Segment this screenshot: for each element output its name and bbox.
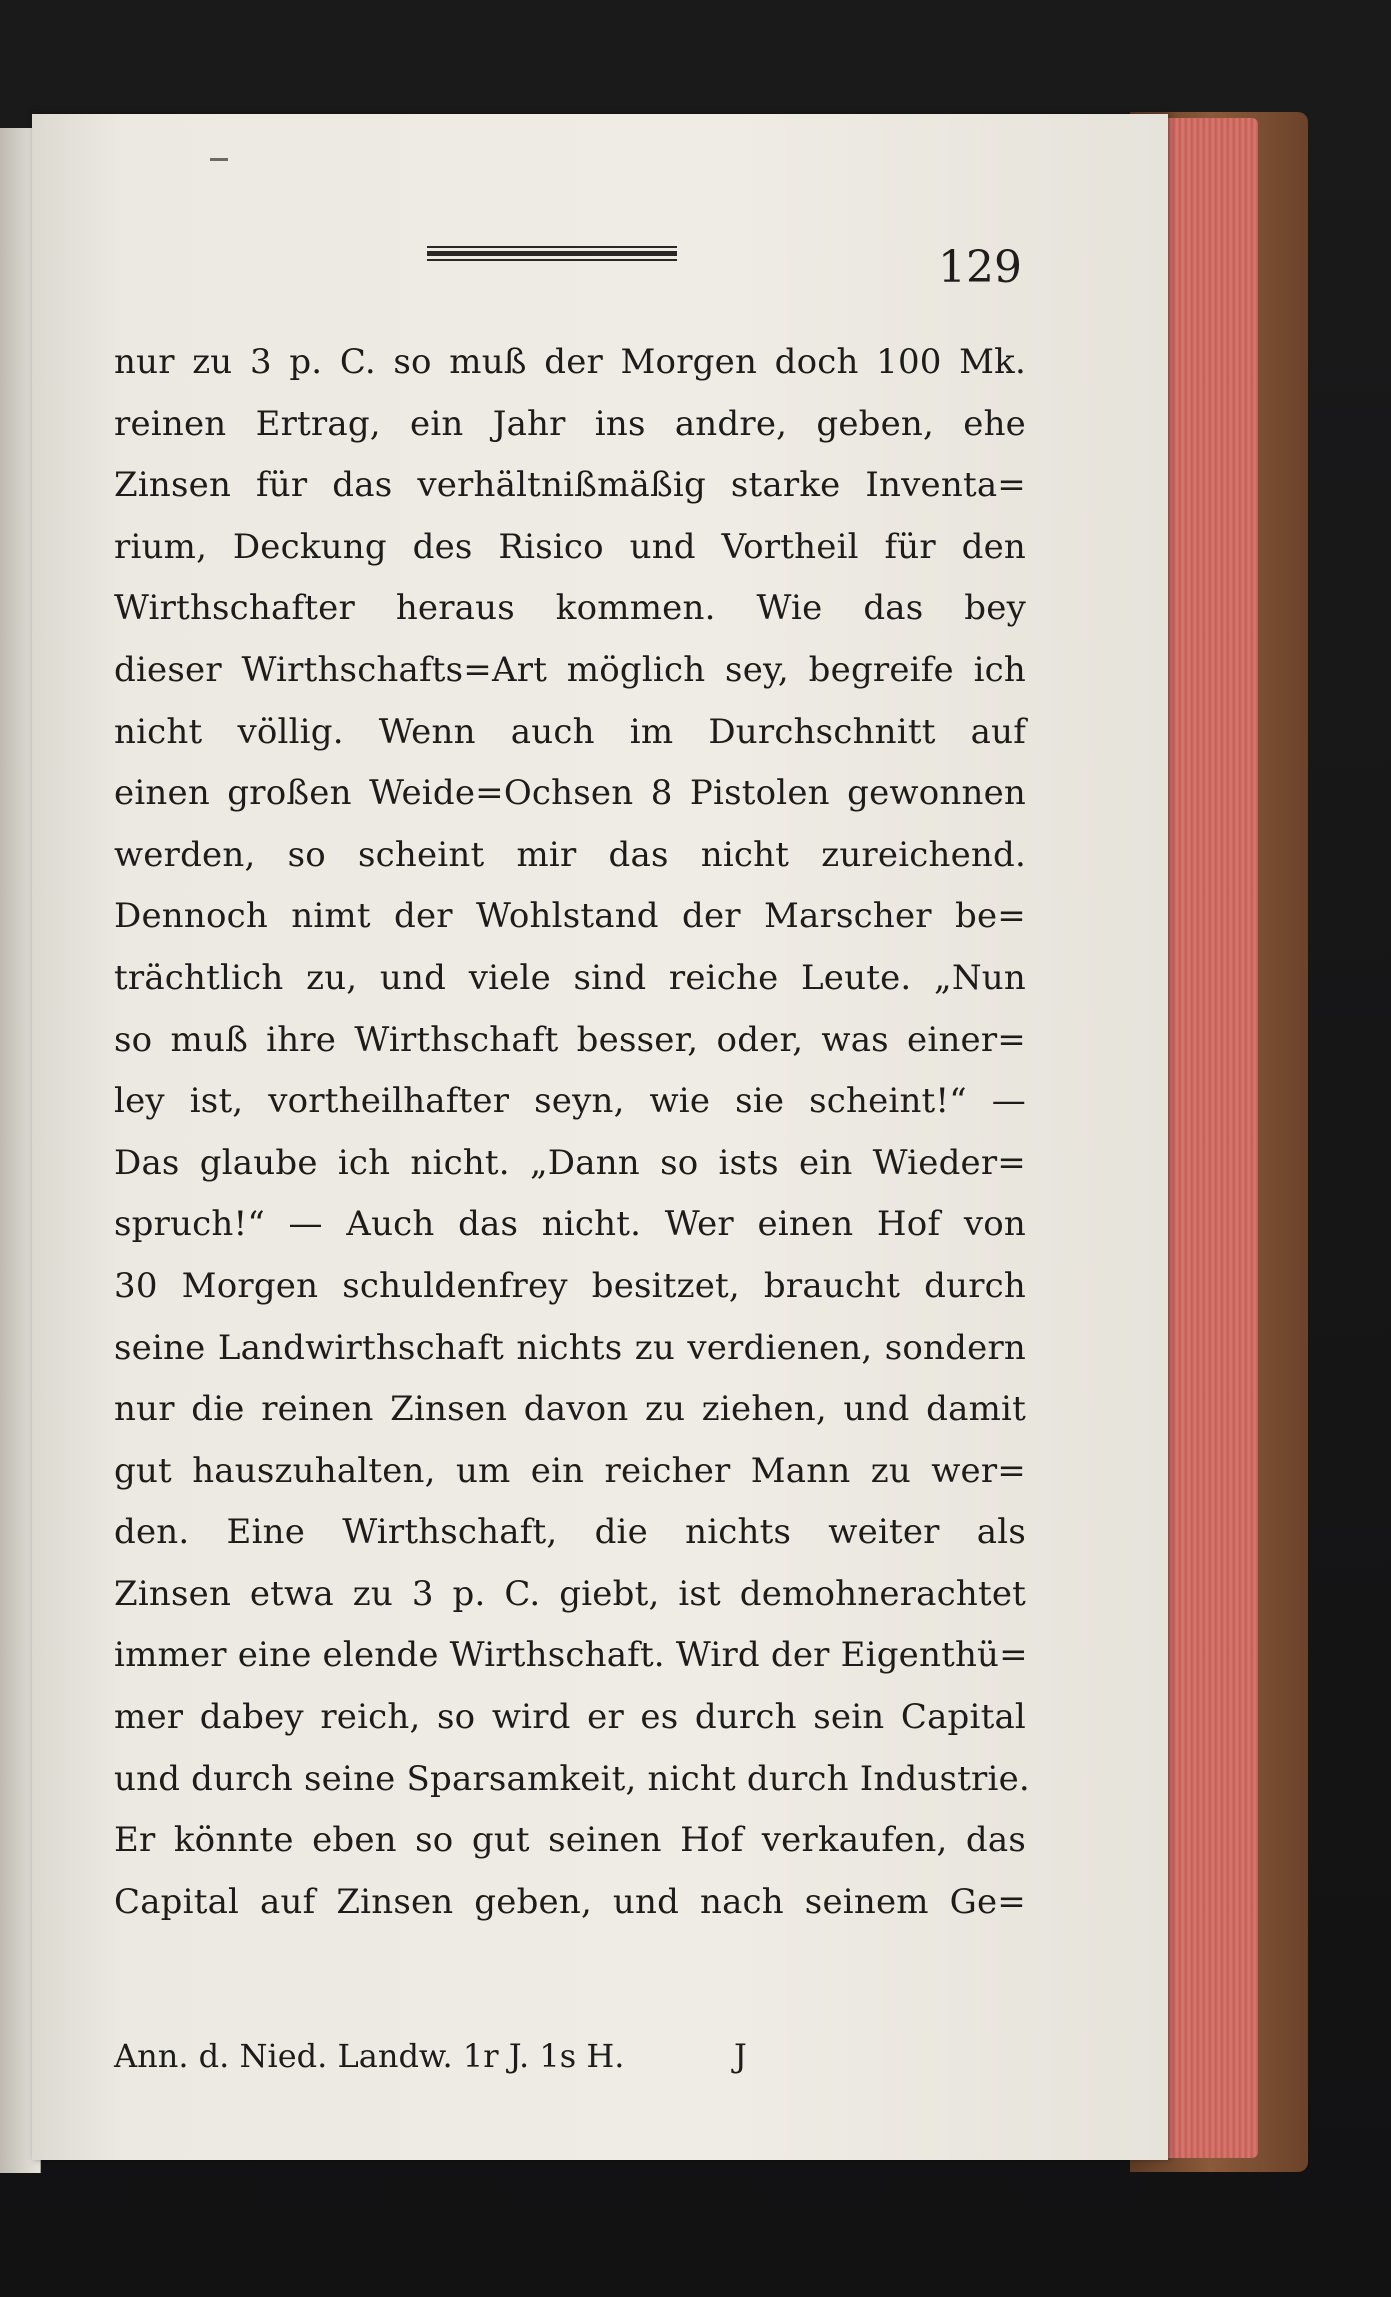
text-line: nicht völlig. Wenn auch im Durchschnitt auf — [114, 711, 1026, 752]
body-text — [114, 332, 1030, 1933]
text-line: ley ist, vortheilhafter seyn, wie sie scheint!“ — — [114, 1081, 1026, 1122]
text-line: nur die reinen Zinsen davon zu ziehen, und damit — [114, 1389, 1026, 1430]
header-ornament — [427, 246, 677, 262]
text-line: Wirthschafter heraus kommen. Wie das bey — [114, 588, 1026, 629]
text-line: rium, Deckung des Risico und Vortheil für den — [114, 526, 1026, 567]
signature-line: Ann. d. Nied. Landw. 1r J. 1s H. — [114, 2037, 625, 2075]
page-number: 129 — [938, 242, 1022, 293]
text-line: dieser Wirthschafts=Art möglich sey, begreife ich — [114, 649, 1026, 690]
text-line: Er könnte eben so gut seinen Hof verkaufen, das — [114, 1820, 1026, 1861]
text-line: reinen Ertrag, ein Jahr ins andre, geben, ehe — [114, 403, 1026, 444]
stray-mark — [210, 158, 228, 161]
book-page — [32, 114, 1168, 2160]
text-line: Zinsen etwa zu 3 p. C. giebt, ist demohnerachtet — [114, 1573, 1026, 1614]
text-line: gut hauszuhalten, um ein reicher Mann zu wer= — [114, 1450, 1026, 1491]
text-line: Das glaube ich nicht. „Dann so ists ein Wieder= — [114, 1142, 1026, 1183]
text-line: Dennoch nimt der Wohlstand der Marscher be= — [114, 896, 1026, 937]
text-line: spruch!“ — Auch das nicht. Wer einen Hof von — [114, 1204, 1026, 1245]
text-line: so muß ihre Wirthschaft besser, oder, was einer= — [114, 1019, 1026, 1060]
text-line: den. Eine Wirthschaft, die nichts weiter als — [114, 1512, 1026, 1553]
text-line: 30 Morgen schuldenfrey besitzet, braucht durch — [114, 1265, 1026, 1306]
text-line: trächtlich zu, und viele sind reiche Leute. „Nun — [114, 957, 1026, 998]
text-line: werden, so scheint mir das nicht zureichend. — [114, 834, 1026, 875]
page-footer — [114, 2026, 1026, 2086]
text-line: einen großen Weide=Ochsen 8 Pistolen gewonnen — [114, 773, 1026, 814]
text-line: seine Landwirthschaft nichts zu verdienen, sondern — [114, 1327, 1026, 1368]
text-line: immer eine elende Wirthschaft. Wird der Eigenthü= — [114, 1635, 1028, 1676]
text-line: und durch seine Sparsamkeit, nicht durch Industrie. — [114, 1758, 1030, 1799]
text-line: nur zu 3 p. C. so muß der Morgen doch 100 Mk. — [114, 342, 1026, 382]
text-line: mer dabey reich, so wird er es durch sein Capital — [114, 1697, 1026, 1738]
signature-mark: J — [734, 2037, 747, 2075]
text-line: Capital auf Zinsen geben, und nach seinem Ge= — [114, 1881, 1026, 1922]
text-line: Zinsen für das verhältnißmäßig starke Inventa= — [114, 465, 1026, 506]
